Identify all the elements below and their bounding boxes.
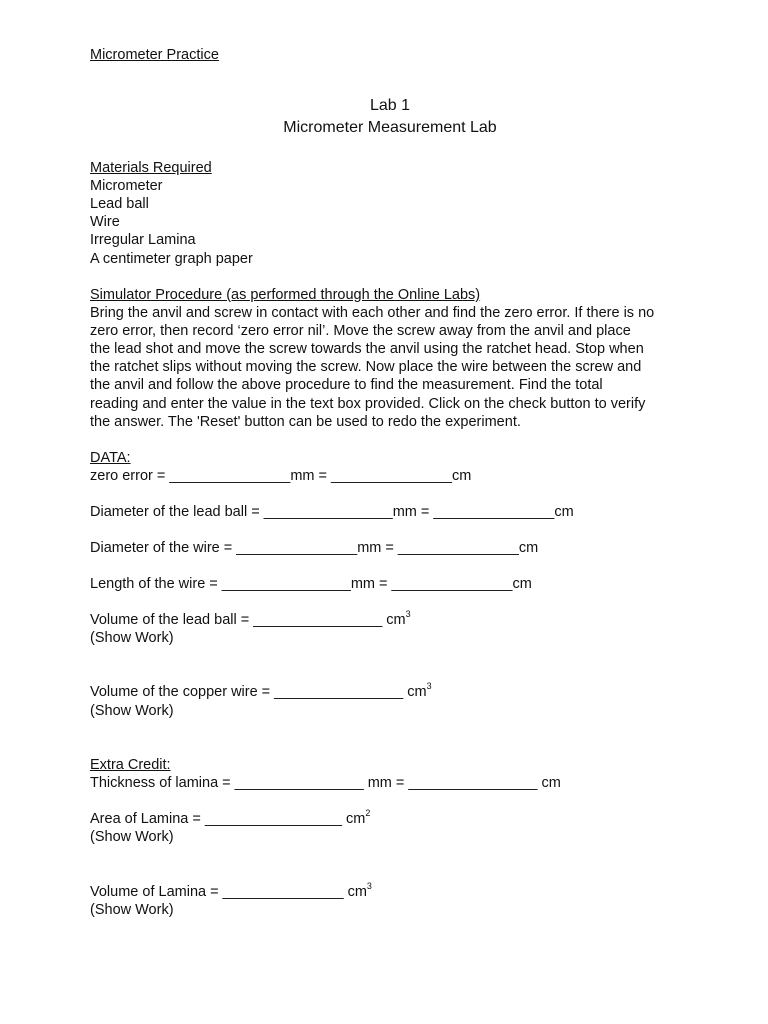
squared-superscript: 2 xyxy=(365,808,371,819)
materials-item: Micrometer xyxy=(90,178,163,194)
procedure-line: the answer. The 'Reset' button can be used to redo the experiment. xyxy=(90,414,521,430)
materials-item: Lead ball xyxy=(90,196,149,212)
wire-length-line: Length of the wire = ________________mm = _______________cm xyxy=(90,576,532,592)
materials-item: Irregular Lamina xyxy=(90,232,196,248)
procedure-line: zero error, then record ‘zero error nil’. Move the screw away from the anvil and place xyxy=(90,323,631,339)
show-work-label: (Show Work) xyxy=(90,902,174,918)
materials-item: Wire xyxy=(90,214,120,230)
extra-credit-heading: Extra Credit: xyxy=(90,757,171,773)
materials-item: A centimeter graph paper xyxy=(90,251,253,267)
lead-ball-volume-text: Volume of the lead ball = ________________ cm xyxy=(90,612,406,628)
lamina-area-line xyxy=(90,810,370,828)
procedure-line: the ratchet slips without moving the screw. Now place the wire between the screw and xyxy=(90,359,642,375)
procedure-line: reading and enter the value in the text box provided. Click on the check button to verify xyxy=(90,396,646,412)
show-work-label: (Show Work) xyxy=(90,703,174,719)
zero-error-line: zero error = _______________mm = _______________cm xyxy=(90,468,472,484)
copper-wire-volume-line xyxy=(90,683,432,701)
lamina-volume-line xyxy=(90,883,372,901)
show-work-label: (Show Work) xyxy=(90,630,174,646)
lead-ball-volume-line xyxy=(90,611,411,629)
lamina-area-text: Area of Lamina = _________________ cm xyxy=(90,811,366,827)
materials-heading: Materials Required xyxy=(90,160,212,176)
copper-wire-volume-text: Volume of the copper wire = ________________ cm xyxy=(90,684,427,700)
procedure-line: Bring the anvil and screw in contact with each other and find the zero error. If there is no xyxy=(90,305,655,321)
wire-diameter-line: Diameter of the wire = _______________mm = _______________cm xyxy=(90,540,539,556)
procedure-line: the lead shot and move the screw towards the anvil using the ratchet head. Stop when xyxy=(90,341,644,357)
show-work-label: (Show Work) xyxy=(90,829,174,845)
cubed-superscript: 3 xyxy=(405,609,411,620)
lamina-volume-text: Volume of Lamina = _______________ cm xyxy=(90,884,367,900)
cubed-superscript: 3 xyxy=(366,881,372,892)
lab-title: Micrometer Measurement Lab xyxy=(283,119,497,136)
lamina-thickness-line: Thickness of lamina = ________________ mm = ________________ cm xyxy=(90,775,561,791)
lab-number: Lab 1 xyxy=(369,97,411,114)
procedure-line: the anvil and follow the above procedure to find the measurement. Find the total xyxy=(90,377,603,393)
procedure-heading: Simulator Procedure (as performed through the Online Labs) xyxy=(90,287,481,303)
header-label: Micrometer Practice xyxy=(90,47,219,63)
data-heading: DATA: xyxy=(90,450,131,466)
lead-ball-diameter-line: Diameter of the lead ball = ________________mm = _______________cm xyxy=(90,504,574,520)
cubed-superscript: 3 xyxy=(426,681,432,692)
title-block xyxy=(90,95,690,139)
